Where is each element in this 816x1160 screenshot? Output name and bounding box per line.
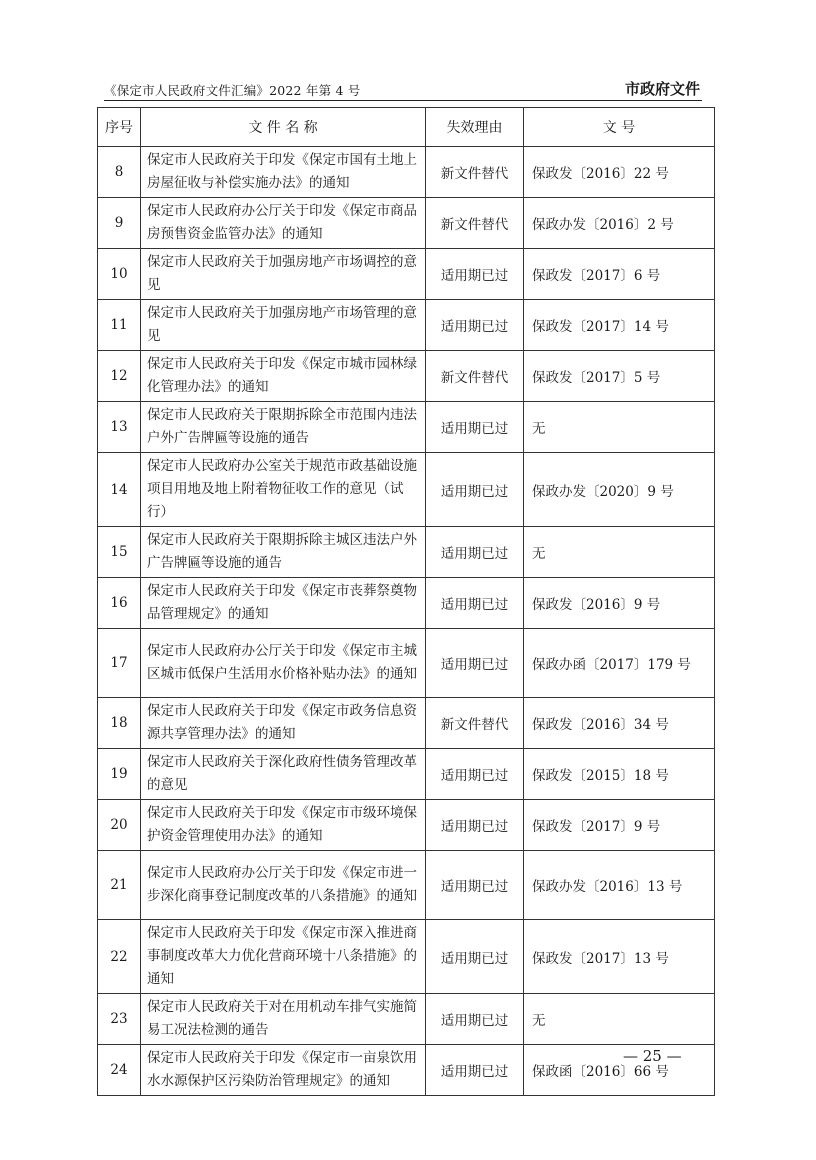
document-name: 保定市人民政府办公室关于规范市政基础设施项目用地及地上附着物征收工作的意见（试行）	[141, 453, 426, 527]
row-number: 24	[98, 1045, 141, 1096]
column-header-name: 文 件 名 称	[141, 108, 426, 147]
invalidation-reason: 新文件替代	[426, 698, 524, 749]
document-name: 保定市人民政府关于印发《保定市城市园林绿化管理办法》的通知	[141, 351, 426, 402]
document-name: 保定市人民政府关于限期拆除主城区违法户外广告牌匾等设施的通告	[141, 527, 426, 578]
row-number: 11	[98, 300, 141, 351]
row-number: 19	[98, 749, 141, 800]
invalidation-reason: 适用期已过	[426, 402, 524, 453]
table-header-row	[98, 108, 715, 147]
document-name: 保定市人民政府办公厅关于印发《保定市进一步深化商事登记制度改革的八条措施》的通知	[141, 851, 426, 920]
invalidation-reason: 新文件替代	[426, 198, 524, 249]
table-row	[98, 994, 715, 1045]
row-number: 10	[98, 249, 141, 300]
table-row	[98, 629, 715, 698]
document-number: 无	[524, 402, 715, 453]
table-row	[98, 402, 715, 453]
document-name: 保定市人民政府关于限期拆除全市范围内违法户外广告牌匾等设施的通告	[141, 402, 426, 453]
document-name: 保定市人民政府关于印发《保定市一亩泉饮用水水源保护区污染防治管理规定》的通知	[141, 1045, 426, 1096]
document-number: 保政发〔2016〕34 号	[524, 698, 715, 749]
invalidation-reason: 适用期已过	[426, 453, 524, 527]
row-number: 8	[98, 147, 141, 198]
invalidation-reason: 适用期已过	[426, 527, 524, 578]
row-number: 22	[98, 920, 141, 994]
column-header-number: 序号	[98, 108, 141, 147]
repealed-documents-table	[97, 107, 715, 1096]
document-number: 保政办发〔2016〕13 号	[524, 851, 715, 920]
table-row	[98, 920, 715, 994]
document-number: 无	[524, 994, 715, 1045]
document-number: 保政办发〔2020〕9 号	[524, 453, 715, 527]
invalidation-reason: 适用期已过	[426, 1045, 524, 1096]
invalidation-reason: 适用期已过	[426, 749, 524, 800]
document-number: 保政办函〔2017〕179 号	[524, 629, 715, 698]
document-name: 保定市人民政府关于加强房地产市场管理的意见	[141, 300, 426, 351]
document-number: 保政发〔2015〕18 号	[524, 749, 715, 800]
row-number: 9	[98, 198, 141, 249]
document-name: 保定市人民政府关于印发《保定市国有土地上房屋征收与补偿实施办法》的通知	[141, 147, 426, 198]
document-name: 保定市人民政府关于加强房地产市场调控的意见	[141, 249, 426, 300]
document-number: 保政发〔2017〕13 号	[524, 920, 715, 994]
document-name: 保定市人民政府办公厅关于印发《保定市主城区城市低保户生活用水价格补贴办法》的通知	[141, 629, 426, 698]
document-number: 保政函〔2016〕66 号	[524, 1045, 715, 1096]
document-name: 保定市人民政府关于印发《保定市丧葬祭奠物品管理规定》的通知	[141, 578, 426, 629]
row-number: 20	[98, 800, 141, 851]
invalidation-reason: 适用期已过	[426, 800, 524, 851]
row-number: 23	[98, 994, 141, 1045]
invalidation-reason: 新文件替代	[426, 147, 524, 198]
publication-title: 《保定市人民政府文件汇编》2022 年第 4 号	[104, 83, 361, 98]
document-number: 保政发〔2017〕9 号	[524, 800, 715, 851]
section-title: 市政府文件	[624, 80, 700, 98]
invalidation-reason: 适用期已过	[426, 920, 524, 994]
invalidation-reason: 适用期已过	[426, 851, 524, 920]
row-number: 12	[98, 351, 141, 402]
invalidation-reason: 适用期已过	[426, 629, 524, 698]
row-number: 21	[98, 851, 141, 920]
table-row	[98, 749, 715, 800]
document-name: 保定市人民政府办公厅关于印发《保定市商品房预售资金监管办法》的通知	[141, 198, 426, 249]
row-number: 17	[98, 629, 141, 698]
table-row	[98, 578, 715, 629]
row-number: 14	[98, 453, 141, 527]
document-number: 保政发〔2017〕14 号	[524, 300, 715, 351]
document-name: 保定市人民政府关于深化政府性债务管理改革的意见	[141, 749, 426, 800]
table-row	[98, 351, 715, 402]
table-row	[98, 453, 715, 527]
row-number: 15	[98, 527, 141, 578]
document-name: 保定市人民政府关于印发《保定市政务信息资源共享管理办法》的通知	[141, 698, 426, 749]
table-row	[98, 800, 715, 851]
table-row	[98, 198, 715, 249]
document-number: 保政发〔2016〕22 号	[524, 147, 715, 198]
table-row	[98, 249, 715, 300]
document-name: 保定市人民政府关于印发《保定市深入推进商事制度改革大力优化营商环境十八条措施》的通知	[141, 920, 426, 994]
document-name: 保定市人民政府关于印发《保定市市级环境保护资金管理使用办法》的通知	[141, 800, 426, 851]
document-number: 无	[524, 527, 715, 578]
table-row	[98, 527, 715, 578]
row-number: 16	[98, 578, 141, 629]
row-number: 13	[98, 402, 141, 453]
column-header-reason: 失效理由	[426, 108, 524, 147]
invalidation-reason: 适用期已过	[426, 578, 524, 629]
document-number: 保政发〔2017〕5 号	[524, 351, 715, 402]
row-number: 18	[98, 698, 141, 749]
page-number: — 25 —	[623, 1047, 682, 1065]
document-number: 保政发〔2016〕9 号	[524, 578, 715, 629]
table-row	[98, 851, 715, 920]
table-row	[98, 1045, 715, 1096]
document-name: 保定市人民政府关于对在用机动车排气实施简易工况法检测的通告	[141, 994, 426, 1045]
table-row	[98, 147, 715, 198]
invalidation-reason: 适用期已过	[426, 300, 524, 351]
document-number: 保政发〔2017〕6 号	[524, 249, 715, 300]
invalidation-reason: 适用期已过	[426, 249, 524, 300]
invalidation-reason: 适用期已过	[426, 994, 524, 1045]
invalidation-reason: 新文件替代	[426, 351, 524, 402]
column-header-docno: 文 号	[524, 108, 715, 147]
running-header	[104, 78, 700, 102]
table-row	[98, 698, 715, 749]
document-number: 保政办发〔2016〕2 号	[524, 198, 715, 249]
table-row	[98, 300, 715, 351]
header-divider	[104, 100, 702, 101]
